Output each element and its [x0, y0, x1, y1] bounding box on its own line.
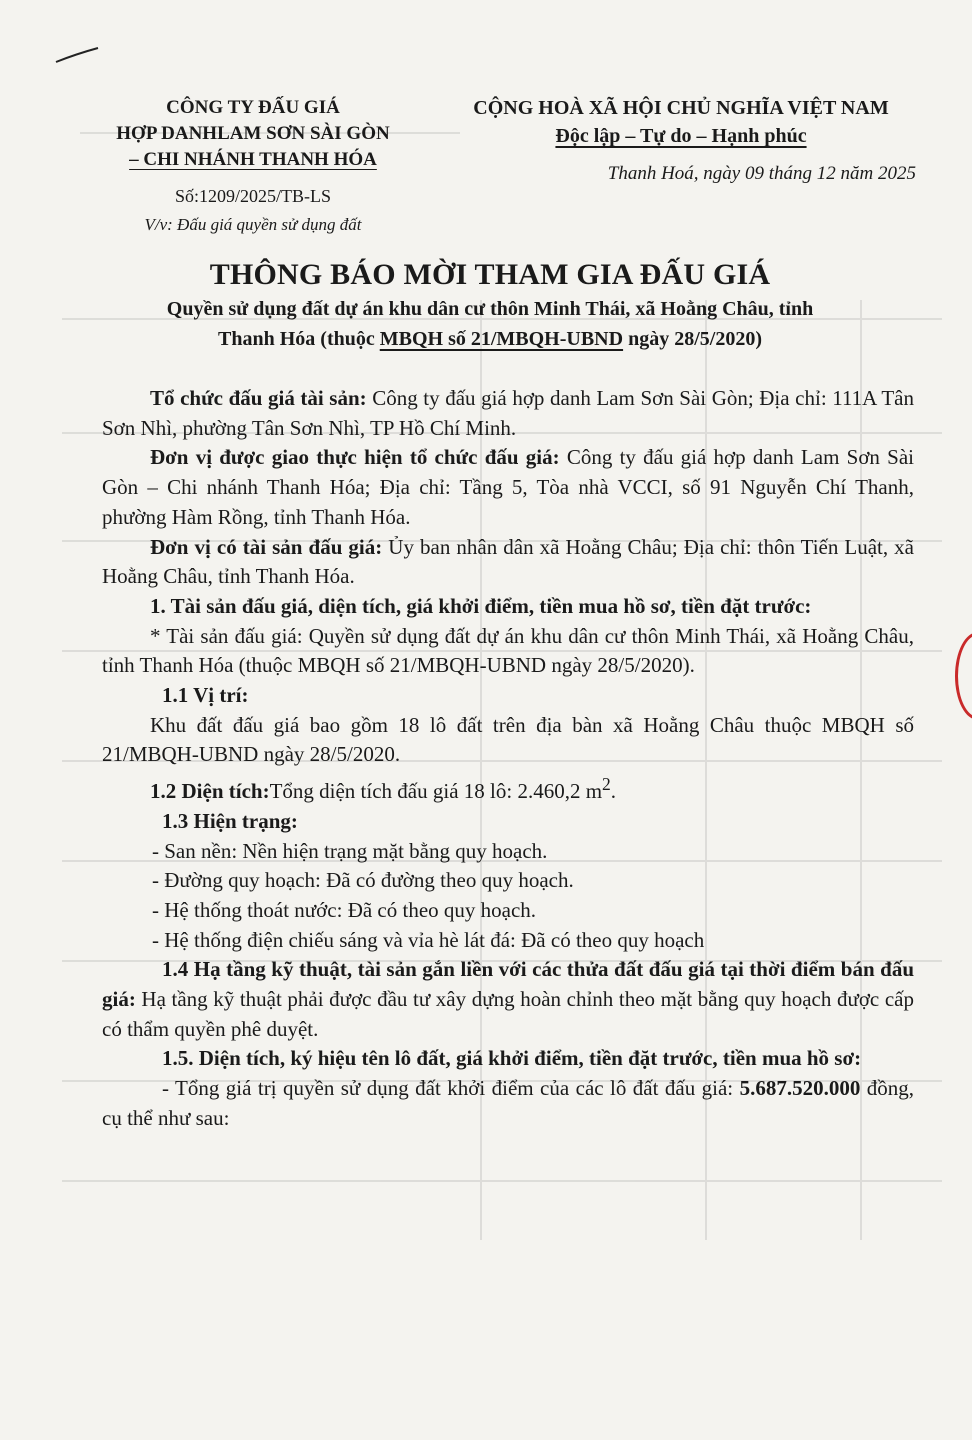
document-number: Số:1209/2025/TB-LS: [174, 186, 331, 206]
section-1-5-heading: 1.5. Diện tích, ký hiệu tên lô đất, giá khởi điểm, tiền đặt trước, tiền mua hồ sơ:: [162, 1046, 862, 1071]
company-name-line3: – CHI NHÁNH THANH HÓA: [129, 149, 377, 170]
status-item: - Hệ thống thoát nước: Đã có theo quy hoạch.: [152, 897, 537, 922]
total-value-paragraph: - Tổng giá trị quyền sử dụng đất khởi điểm của các lô đất đấu giá: 5.687.520.000 đồng, cụ thể như sau:: [102, 1076, 915, 1130]
company-name-line2: HỢP DANHLAM SƠN SÀI GÒN: [116, 123, 390, 144]
asset-owner-paragraph: Đơn vị có tài sản đấu giá: Ủy ban nhân dân xã Hoằng Châu; Địa chỉ: thôn Tiến Luật, xã Hoằng Châu, tỉnh Thanh Hóa.: [102, 534, 914, 589]
area-paragraph: 1.2 Diện tích:Tổng diện tích đấu giá 18 lô: 2.460,2 $m^2$.: [150, 774, 617, 804]
executing-unit-paragraph: Đơn vị được giao thực hiện tổ chức đấu giá: Công ty đấu giá hợp danh Lam Sơn Sài Gòn – Chi nhánh Thanh Hóa; Địa chỉ: Tầng 5, Tòa nhà VCCI, số 91 Nguyễn Chí Thanh, phường Hàm Rồng, tỉnh Thanh Hóa.: [102, 445, 914, 529]
issue-date: Thanh Hoá, ngày 09 tháng 12 năm 2025: [607, 163, 916, 184]
nation-motto: Độc lập – Tự do – Hạnh phúc: [555, 125, 807, 147]
asset-description: * Tài sản đấu giá: Quyền sử dụng đất dự án khu dân cư thôn Minh Thái, xã Hoằng Châu, tỉnh Thanh Hóa (thuộc MBQH số 21/MBQH-UBND ngày 28/5/2020).: [102, 623, 914, 678]
notice-body: [102, 384, 914, 1134]
section-1-heading: 1. Tài sản đấu giá, diện tích, giá khởi điểm, tiền mua hồ sơ, tiền đặt trước:: [150, 593, 812, 618]
notice-subtitle: Quyền sử dụng đất dự án khu dân cư thôn Minh Thái, xã Hoằng Châu, tỉnh Thanh Hóa (thuộc MBQH số 21/MBQH-UBND ngày 28/5/2020): [166, 298, 814, 350]
mbqh-reference: MBQH số 21/MBQH-UBND: [379, 328, 624, 350]
section-1-3-heading: 1.3 Hiện trạng:: [162, 808, 298, 833]
nation-title: CỘNG HOÀ XÃ HỘI CHỦ NGHĨA VIỆT NAM: [473, 97, 889, 119]
company-name-line1: CÔNG TY ĐẤU GIÁ: [166, 97, 340, 118]
notice-title-block: [70, 258, 910, 354]
status-item: - Hệ thống điện chiếu sáng và vỉa hè lát đá: Đã có theo quy hoạch: [152, 927, 705, 952]
notice-title: THÔNG BÁO MỜI THAM GIA ĐẤU GIÁ: [209, 258, 771, 291]
pen-mark-icon: [54, 44, 104, 66]
location-text: Khu đất đấu giá bao gồm 18 lô đất trên địa bàn xã Hoằng Châu thuộc MBQH số 21/MBQH-UBND ngày 28/5/2020.: [102, 712, 914, 767]
status-item: - San nền: Nền hiện trạng mặt bằng quy hoạch.: [152, 838, 548, 863]
section-1-1-heading: 1.1 Vị trí:: [162, 683, 249, 708]
total-value-amount: 5.687.520.000: [739, 1076, 861, 1101]
document-subject: V/v: Đấu giá quyền sử dụng đất: [144, 215, 362, 234]
auction-organizer-paragraph: Tổ chức đấu giá tài sản: Công ty đấu giá hợp danh Lam Sơn Sài Gòn; Địa chỉ: 111A Tân Sơn Nhì, phường Tân Sơn Nhì, TP Hồ Chí Minh.: [102, 386, 915, 440]
red-seal-stamp: [955, 632, 972, 720]
header-left: [98, 95, 408, 236]
status-item: - Đường quy hoạch: Đã có đường theo quy hoạch.: [152, 868, 574, 893]
infrastructure-paragraph: 1.4 Hạ tầng kỹ thuật, tài sản gắn liền với các thửa đất đấu giá tại thời điểm bán đấu giá: Hạ tầng kỹ thuật phải được đầu tư xây dựng hoàn chỉnh theo mặt bằng quy hoạch được cấp có thẩm quyền phê duyệt.: [102, 957, 914, 1041]
header-right: [436, 95, 926, 185]
